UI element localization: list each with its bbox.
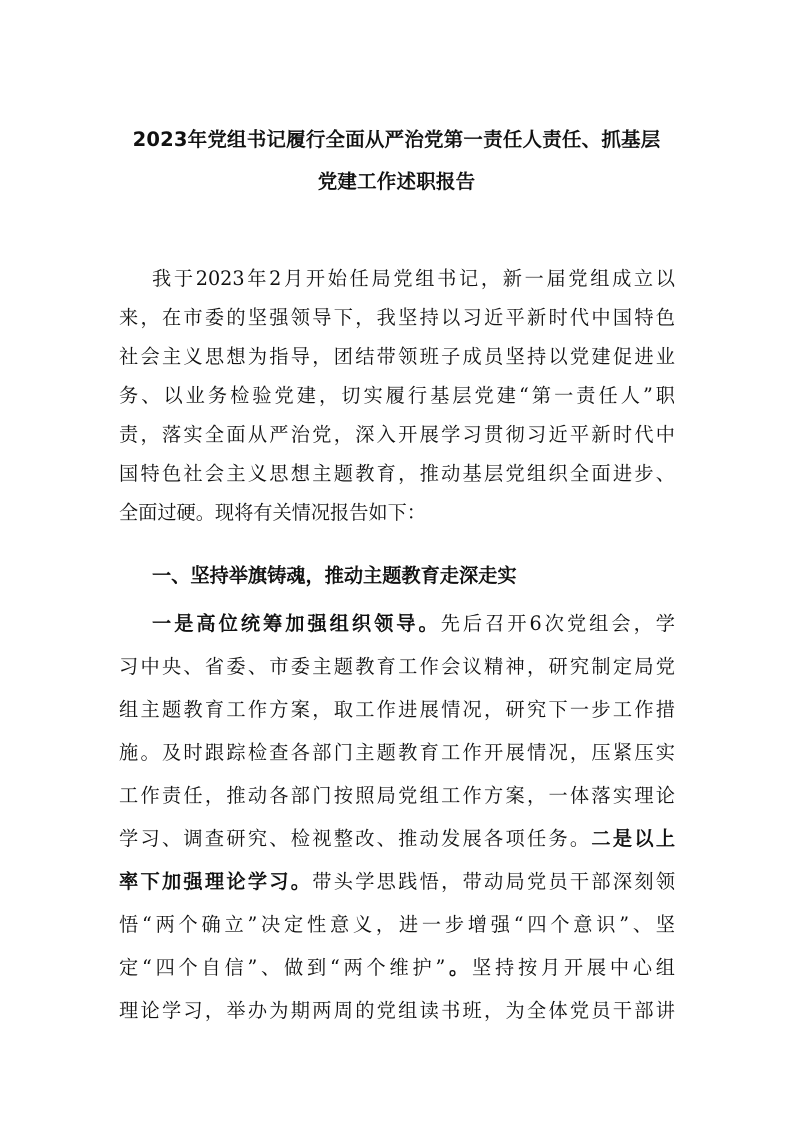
document-title-line-2: 党建工作述职报告 xyxy=(317,170,476,193)
intro-line: 责，落实全面从严治党，深入开展学习贯彻习近平新时代中 xyxy=(119,423,675,446)
body-line: 施。及时跟踪检查各部门主题教育工作开展情况，压紧压实 xyxy=(119,741,675,764)
body-text: 定“四个自信”、做到“两个维护” xyxy=(119,956,446,979)
body-line xyxy=(119,954,675,982)
body-line: 工作责任，推动各部门按照局党组工作方案，一体落实理论 xyxy=(119,784,675,807)
body-text: 学习、调查研究、检视整改、推动发展各项任务。 xyxy=(119,827,592,850)
body-line: 习中央、省委、市委主题教育工作会议精神，研究制定局党 xyxy=(119,655,675,678)
bold-period: 。 xyxy=(445,956,473,979)
body-text: 坚持按月开展中心组 xyxy=(472,956,675,979)
body-line: 悟“两个确立”决定性意义，进一步增强“四个意识”、坚 xyxy=(119,913,675,936)
bold-lead-1: 一是高位统筹加强组织领导。 xyxy=(152,612,441,635)
section-heading-1: 一、坚持举旗铸魂，推动主题教育走深走实 xyxy=(152,564,517,587)
intro-line: 我于2023年2月开始任局党组书记，新一届党组成立以 xyxy=(152,267,675,290)
intro-line: 全面过硬。现将有关情况报告如下： xyxy=(119,501,426,524)
intro-line: 来，在市委的坚强领导下，我坚持以习近平新时代中国特色 xyxy=(119,306,675,329)
body-line xyxy=(119,825,675,853)
bold-lead-2-cont: 率下加强理论学习。 xyxy=(119,870,313,893)
intro-line: 社会主义思想为指导，团结带领班子成员坚持以党建促进业 xyxy=(119,345,675,368)
body-text: 先后召开6次党组会，学 xyxy=(440,612,675,635)
body-text: 带头学思践悟，带动局党员干部深刻领 xyxy=(312,870,676,893)
intro-line: 务、以业务检验党建，切实履行基层党建“第一责任人”职 xyxy=(119,384,675,407)
body-line: 理论学习，举办为期两周的党组读书班，为全体党员干部讲 xyxy=(119,999,675,1022)
intro-line: 国特色社会主义思想主题教育，推动基层党组织全面进步、 xyxy=(119,462,675,485)
body-line: 组主题教育工作方案，取工作进展情况，研究下一步工作措 xyxy=(119,698,675,721)
body-line xyxy=(152,610,675,638)
bold-lead-2: 二是以上 xyxy=(591,827,676,850)
body-line xyxy=(119,868,675,896)
document-title-line-1: 2023年党组书记履行全面从严治党第一责任人责任、抓基层 xyxy=(132,128,661,151)
